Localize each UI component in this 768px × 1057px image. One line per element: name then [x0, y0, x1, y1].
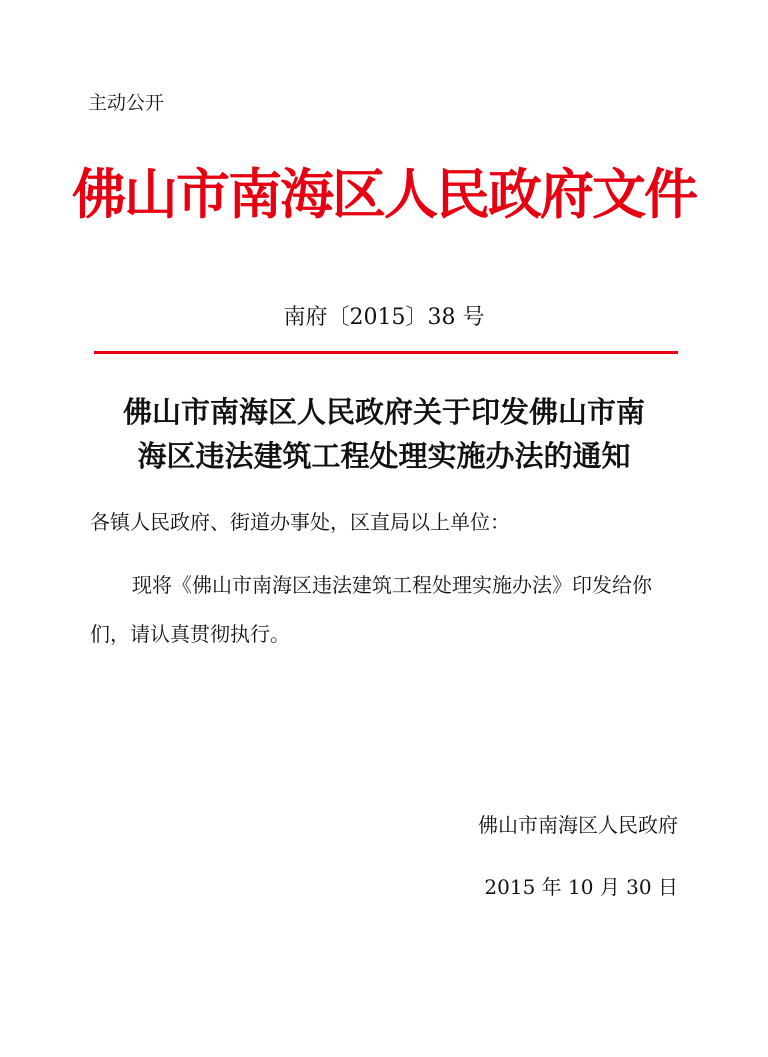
document-title	[0, 390, 768, 478]
disclosure-label: 主动公开	[88, 92, 165, 114]
body-paragraph-line-2: 们，请认真贯彻执行。	[90, 622, 290, 646]
body-paragraph-line-1: 现将《佛山市南海区违法建筑工程处理实施办法》印发给你	[132, 573, 652, 597]
signature-date: 2015 年 10 月 30 日	[484, 875, 678, 899]
title-line-1: 佛山市南海区人民政府关于印发佛山市南	[122, 395, 645, 429]
document-number: 南府〔2015〕38 号	[283, 305, 485, 330]
document-masthead: 佛山市南海区人民政府文件	[72, 163, 696, 226]
red-divider-line	[94, 351, 678, 354]
title-line-2: 海区违法建筑工程处理实施办法的通知	[137, 439, 631, 473]
signature-organization: 佛山市南海区人民政府	[478, 813, 678, 837]
salutation: 各镇人民政府、街道办事处，区直局以上单位：	[90, 510, 510, 534]
